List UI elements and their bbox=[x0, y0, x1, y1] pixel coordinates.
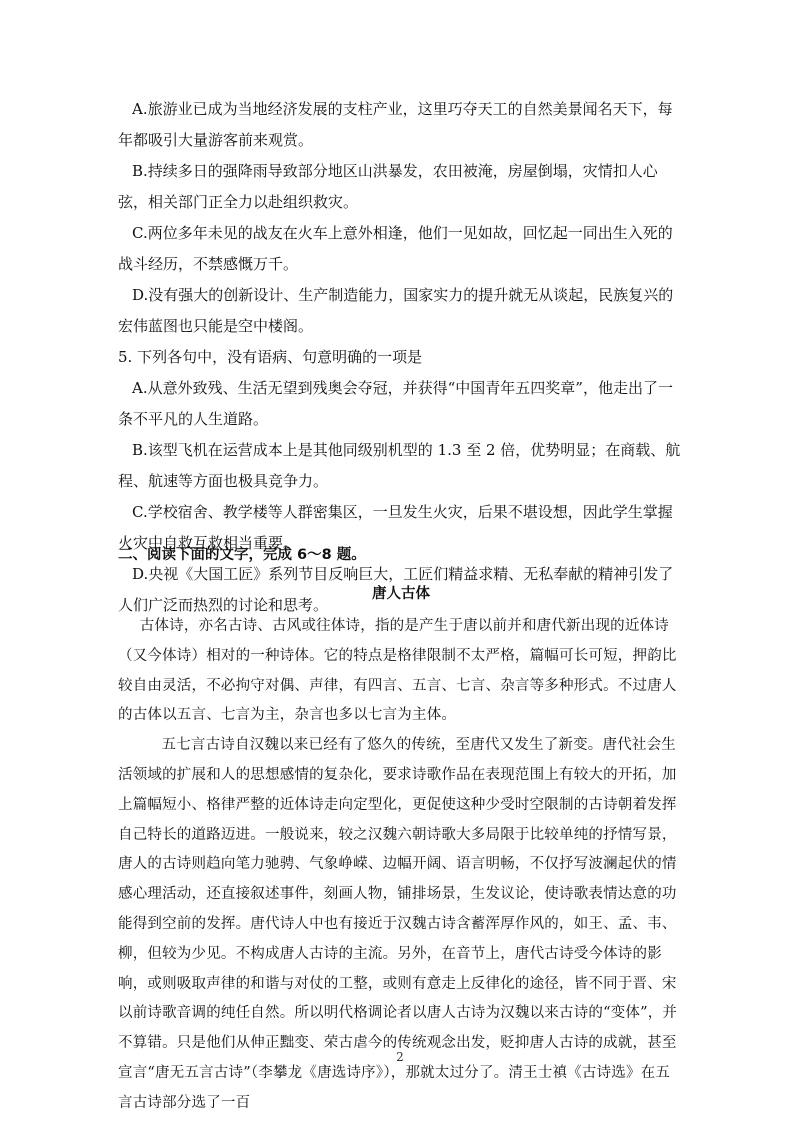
q5-stem: 5. 下列各句中，没有语病、句意明确的一项是 bbox=[118, 348, 423, 366]
section-heading: 二、阅读下面的文字，完成 6～8 题。 bbox=[118, 547, 366, 563]
article-title: 唐人古体 bbox=[372, 586, 430, 602]
page-number: 2 bbox=[396, 1050, 404, 1064]
q5-option-c: C.学校宿舍、教学楼等人群密集区，一旦发生火灾，后果不堪设想，因此学生掌握火灾中自救互救相当重要。 bbox=[118, 503, 673, 552]
q5-option-d: D.央视《大国工匠》系列节目反响巨大，工匠们精益求精、无私奉献的精神引发了人们广泛而热烈的讨论和思考。 bbox=[118, 565, 674, 614]
q4-option-c: C.两位多年未见的战友在火车上意外相逢，他们一见如故，回忆起一同出生入死的战斗经历，不禁感慨万千。 bbox=[118, 224, 673, 273]
article-paragraph-1: 古体诗，亦名古诗、古风或往体诗，指的是产生于唐以前并和唐代新出现的近体诗（又今体诗）相对的一种诗体。它的特点是格律限制不太严格，篇幅可长可短，押韵比较自由灵活，不必拘守对偶、声律，有四言、五言、七言、杂言等多种形式。不过唐人的古体以五言、七言为主，杂言也多以七言为主体。 bbox=[118, 618, 677, 724]
section-two bbox=[118, 540, 684, 1119]
q4-option-b: B.持续多日的强降雨导致部分地区山洪暴发，农田被淹，房屋倒塌，灾情扣人心弦，相关部门正全力以赴组织救灾。 bbox=[118, 162, 658, 211]
q5-option-b: B.该型飞机在运营成本上是其他同级别机型的 1.3 至 2 倍，优势明显；在商载、航程、航速等方面也极具竞争力。 bbox=[118, 441, 681, 490]
article-paragraph-2: 五七言古诗自汉魏以来已经有了悠久的传统，至唐代又发生了新变。唐代社会生活领域的扩展和人的思想感情的复杂化，要求诗歌作品在表现范围上有较大的开拓，加上篇幅短小、格律严整的近体诗走向定型化，更促使这种少受时空限制的古诗朝着发挥自己特长的道路迈进。一般说来，较之汉魏六朝诗歌大多局限于比较单纯的抒情写景，唐人的古诗则趋向笔力驰骋、气象峥嵘、边幅开阔、语言明畅，不仅抒写波澜起伏的情感心理活动，还直接叙述事件，刻画人物，铺排场景，生发议论，使诗歌表情达意的功能得到空前的发挥。唐代诗人中也有接近于汉魏古诗含蓄浑厚作风的，如王、孟、韦、柳，但较为少见。不构成唐人古诗的主流。另外，在音节上，唐代古诗受今体诗的影响，或则吸取声律的和谐与对仗的工整，或则有意走上反律化的途径，皆不同于晋、宋以前诗歌音调的纯任自然。所以明代格调论者以唐人古诗为汉魏以来古诗的“变体”，并不算错。只是他们从伸正黜变、荣古虐今的传统观念出发，贬抑唐人古诗的成就，甚至宣言“唐无五言古诗”（李攀龙《唐选诗序》），那就太过分了。清王士禛《古诗选》在五言古诗部分选了一百 bbox=[118, 737, 678, 1111]
q4-option-a: A.旅游业已成为当地经济发展的支柱产业，这里巧夺天工的自然美景闻名天下，每年都吸引大量游客前来观赏。 bbox=[118, 100, 673, 149]
q4-option-d: D.没有强大的创新设计、生产制造能力，国家实力的提升就无从谈起，民族复兴的宏伟蓝图也只能是空中楼阁。 bbox=[118, 286, 674, 335]
q5-option-a: A.从意外致残、生活无望到残奥会夺冠，并获得“中国青年五四奖章”，他走出了一条不平凡的人生道路。 bbox=[118, 379, 673, 428]
